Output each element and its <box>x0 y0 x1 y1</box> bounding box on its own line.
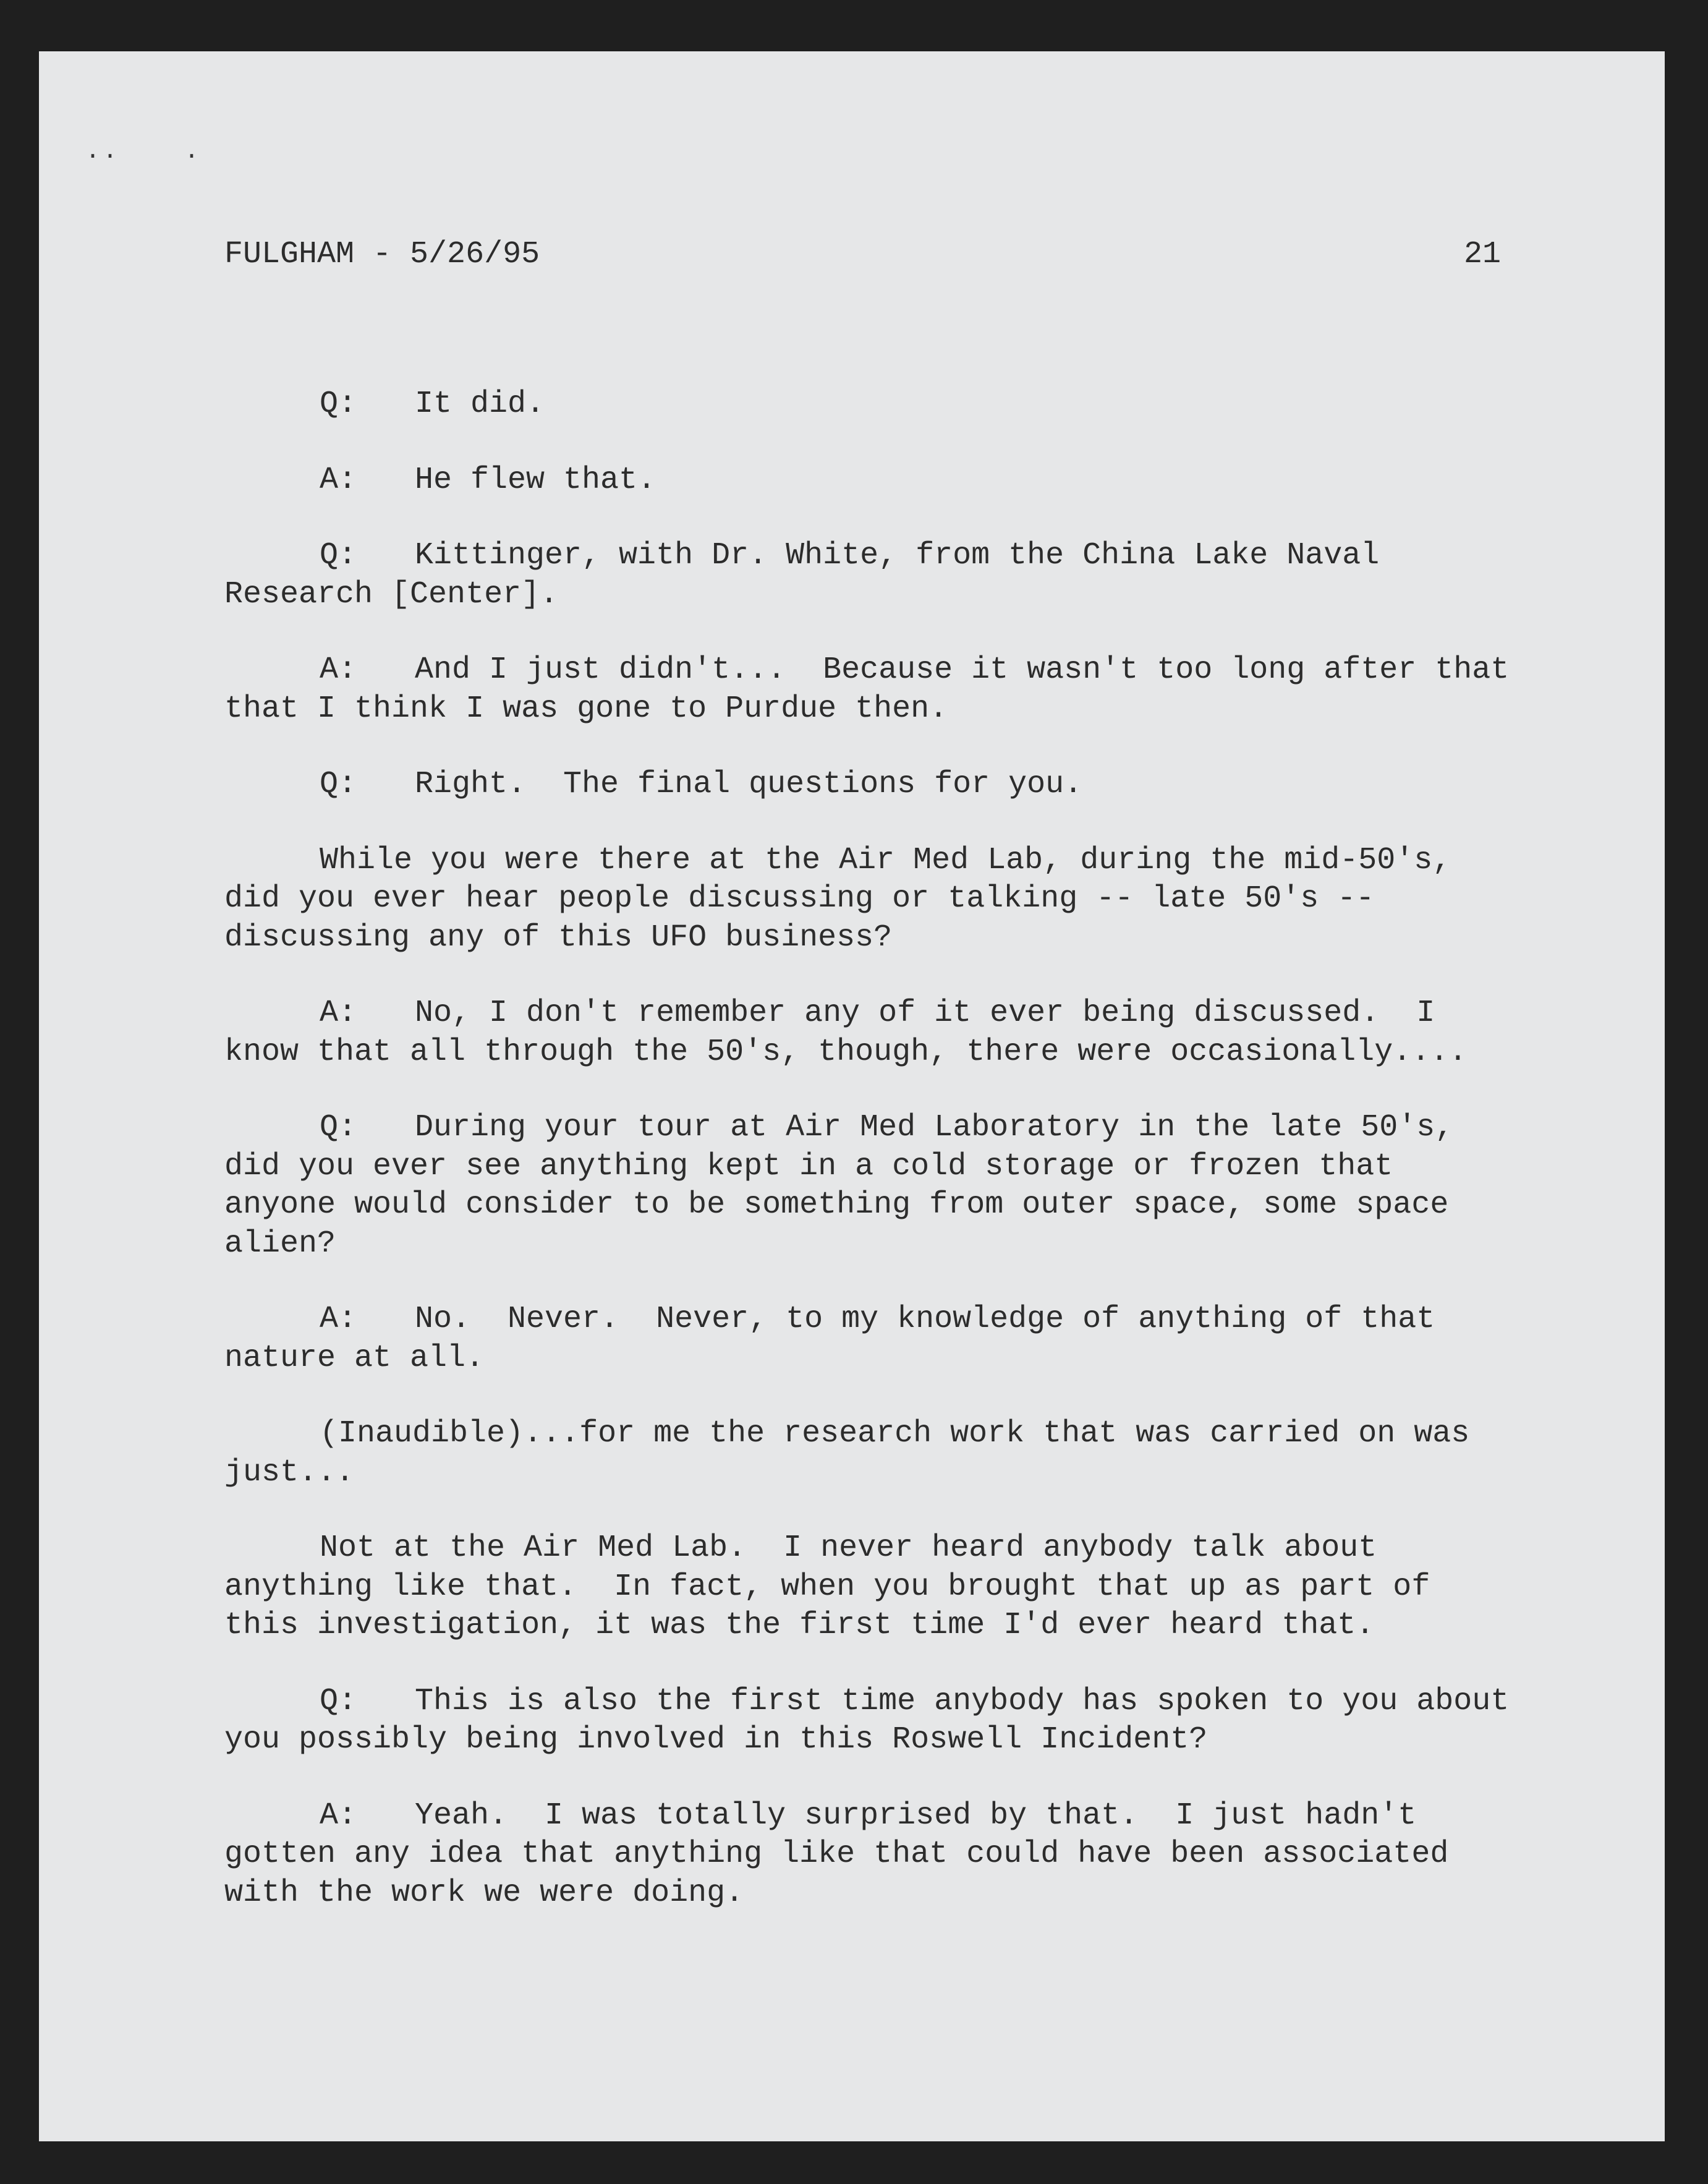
speaker-label: A: <box>320 1302 357 1337</box>
paragraph-text: No. Never. Never, to my knowledge of anything of that nature at all. <box>224 1302 1454 1376</box>
document-page <box>39 51 1665 2141</box>
paragraph-text: And I just didn't... Because it wasn't too long after that that I think I was gone to Purdue then. <box>224 652 1528 727</box>
transcript-paragraph <box>224 842 1510 958</box>
paragraph-text: During your tour at Air Med Laboratory in the late 50's, did you ever see anything kept in a cold storage or frozen that anyone would consider to be something from outer space, some space alien? <box>224 1110 1472 1261</box>
transcript-paragraph <box>224 766 1510 804</box>
speaker-label: A: <box>320 996 357 1031</box>
speaker-label: Q: <box>320 538 357 573</box>
speaker-label: Q: <box>320 1110 357 1145</box>
stray-mark-right: . <box>184 138 200 166</box>
transcript-paragraph <box>224 651 1528 728</box>
speaker-label: A: <box>320 462 357 498</box>
transcript-paragraph <box>224 1797 1510 1913</box>
transcript-paragraph <box>224 994 1510 1072</box>
paragraph-text: It did. <box>415 386 545 422</box>
transcript-paragraph <box>224 461 1510 500</box>
paragraph-text: This is also the first time anybody has spoken to you about you possibly being involved in this Roswell Incident? <box>224 1683 1528 1757</box>
transcript-paragraph <box>224 1683 1528 1760</box>
transcript-paragraph <box>224 1300 1510 1378</box>
paragraph-text: While you were there at the Air Med Lab, during the mid-50's, did you ever hear people discussing or talking -- late 50's -- discussing any of this UFO business? <box>224 842 1470 955</box>
transcript-body <box>224 385 1528 1950</box>
stray-mark-left: .. <box>85 138 121 166</box>
paragraph-text: Right. The final questions for you. <box>415 767 1083 802</box>
transcript-paragraph <box>224 385 1510 424</box>
speaker-label: Q: <box>320 386 357 422</box>
paragraph-text: He flew that. <box>415 462 656 498</box>
speaker-label: A: <box>320 652 357 688</box>
transcript-paragraph <box>224 1529 1510 1645</box>
page-header <box>224 237 1501 272</box>
speaker-label: Q: <box>320 767 357 802</box>
paragraph-text: Yeah. I was totally surprised by that. I just hadn't gotten any idea that anything like that could have been associated with the work we were doing. <box>224 1798 1468 1911</box>
transcript-paragraph <box>224 537 1510 614</box>
transcript-paragraph <box>224 1415 1510 1492</box>
paragraph-text: Not at the Air Med Lab. I never heard anybody talk about anything like that. In fact, when you brought that up as part of this investigation, it was the first time I'd ever heard that. <box>224 1530 1449 1643</box>
speaker-label: Q: <box>320 1683 357 1719</box>
paragraph-text: (Inaudible)...for me the research work that was carried on was just... <box>224 1416 1489 1490</box>
paragraph-text: Kittinger, with Dr. White, from the China Lake Naval Research [Center]. <box>224 538 1398 612</box>
paragraph-text: No, I don't remember any of it ever being discussed. I know that all through the 50's, though, there were occasionally.... <box>224 996 1468 1070</box>
transcript-paragraph <box>224 1109 1510 1263</box>
page-number: 21 <box>1463 237 1501 272</box>
speaker-label: A: <box>320 1798 357 1833</box>
header-title: FULGHAM - 5/26/95 <box>224 237 540 272</box>
